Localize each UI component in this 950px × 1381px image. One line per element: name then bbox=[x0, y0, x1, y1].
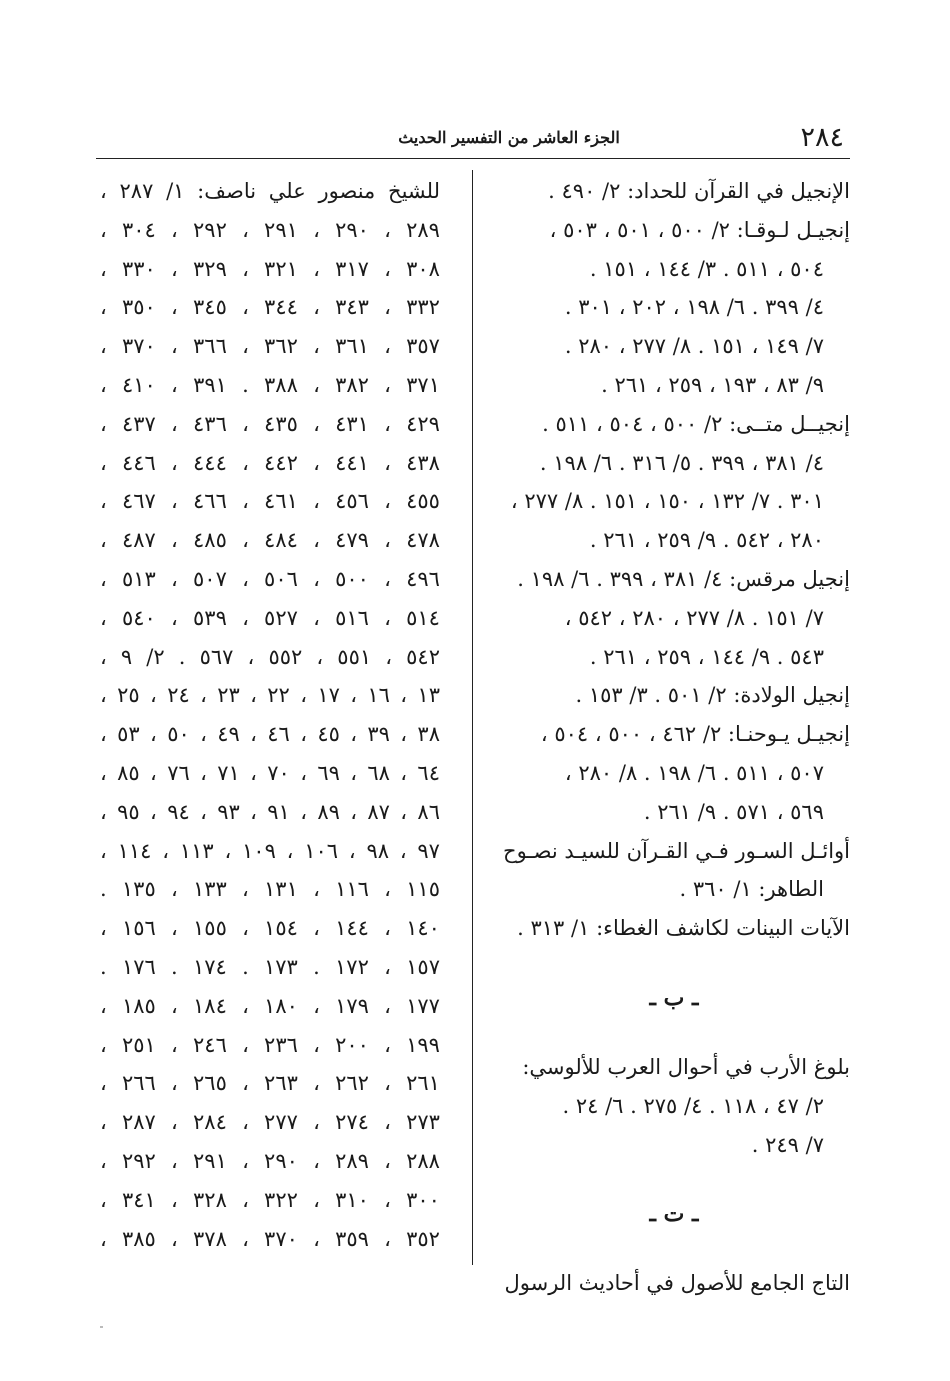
index-line: ٣٨ ، ٣٩ ، ٤٥ ، ٤٦ ، ٤٩ ، ٥٠ ، ٥٣ ، bbox=[100, 722, 440, 747]
index-line: أوائـل السـور فـي القـرآن للسيـد نصـوح bbox=[503, 838, 850, 863]
index-line: ٣٠٨ ، ٣١٧ ، ٣٢١ ، ٣٢٩ ، ٣٣٠ ، bbox=[100, 256, 440, 281]
index-line: ٤٩٦ ، ٥٠٠ ، ٥٠٦ ، ٥٠٧ ، ٥١٣ ، bbox=[100, 566, 440, 591]
column-divider bbox=[472, 170, 473, 1265]
index-line: ٤٣٨ ، ٤٤١ ، ٤٤٢ ، ٤٤٤ ، ٤٤٦ ، bbox=[100, 450, 440, 475]
index-line: ٦٤ ، ٦٨ ، ٦٩ ، ٧٠ ، ٧١ ، ٧٦ ، ٨٥ ، bbox=[100, 760, 440, 785]
index-line: ٢٦١ ، ٢٦٢ ، ٢٦٣ ، ٢٦٥ ، ٢٦٦ ، bbox=[100, 1071, 440, 1096]
index-line: ١٧٧ ، ١٧٩ ، ١٨٠ ، ١٨٤ ، ١٨٥ ، bbox=[100, 993, 440, 1018]
index-line: ٥٠٤ ، ٥١١ . ٣/ ١٤٤ ، ١٥١ . bbox=[589, 256, 824, 281]
index-column-right bbox=[498, 172, 850, 1303]
index-line: إنجيــل متــى: ٢/ ٥٠٠ ، ٥٠٤ ، ٥١١ . bbox=[542, 411, 850, 436]
index-line: ٥٠٧ ، ٥١١ . ٦/ ١٩٨ . ٨/ ٢٨٠ ، bbox=[564, 760, 824, 785]
index-line: للشيخ منصور علي ناصف: ١/ ٢٨٧ ، bbox=[100, 179, 440, 203]
spacer bbox=[498, 1164, 850, 1184]
index-line: ٢٧٣ ، ٢٧٤ ، ٢٧٧ ، ٢٨٤ ، ٢٨٧ ، bbox=[100, 1110, 440, 1135]
index-line: ٤٧٨ ، ٤٧٩ ، ٤٨٤ ، ٤٨٥ ، ٤٨٧ ، bbox=[100, 528, 440, 553]
index-line: ٧/ ١٥١ . ٨/ ٢٧٧ ، ٢٨٠ ، ٥٤٢ ، bbox=[564, 605, 824, 630]
index-line: الآيات البينات لكاشف الغطاء: ١/ ٣١٣ . bbox=[517, 916, 850, 941]
index-line: ١٥٧ ، ١٧٢ . ١٧٣ . ١٧٤ . ١٧٦ . bbox=[100, 954, 440, 979]
spacer bbox=[498, 1244, 850, 1264]
index-line: ٣٥٧ ، ٣٦١ ، ٣٦٢ ، ٣٦٦ ، ٣٧٠ ، bbox=[100, 334, 440, 359]
index-line: ٩/ ٨٣ ، ١٩٣ ، ٢٥٩ ، ٢٦١ . bbox=[601, 372, 824, 397]
index-line: ٧/ ١٤٩ ، ١٥١ . ٨/ ٢٧٧ ، ٢٨٠ . bbox=[564, 334, 824, 359]
index-line: التاج الجامع للأصول في أحاديث الرسول bbox=[504, 1271, 850, 1296]
spacer bbox=[498, 948, 850, 968]
index-line: ٥٦٩ ، ٥٧١ . ٩/ ٢٦١ . bbox=[643, 799, 824, 824]
index-line: ٧/ ٢٤٩ . bbox=[751, 1132, 824, 1157]
index-line: ٢٨٨ ، ٢٨٩ ، ٢٩٠ ، ٢٩١ ، ٢٩٢ ، bbox=[100, 1148, 440, 1173]
index-line: ٤٥٥ ، ٤٥٦ ، ٤٦١ ، ٤٦٦ ، ٤٦٧ ، bbox=[100, 489, 440, 514]
index-line: ١٣ ، ١٦ ، ١٧ ، ٢٢ ، ٢٣ ، ٢٤ ، ٢٥ ، bbox=[100, 683, 440, 708]
index-line: ٥١٤ ، ٥١٦ ، ٥٢٧ ، ٥٣٩ ، ٥٤٠ ، bbox=[100, 605, 440, 630]
index-line: ٢٨٠ ، ٥٤٢ . ٩/ ٢٥٩ ، ٢٦١ . bbox=[589, 528, 824, 553]
index-line: ٢٨٩ ، ٢٩٠ ، ٢٩١ ، ٢٩٢ ، ٣٠٤ ، bbox=[100, 217, 440, 242]
index-line: الطاهر: ١/ ٣٦٠ . bbox=[679, 877, 824, 902]
index-line: إنجيل مرقس: ٤/ ٣٨١ ، ٣٩٩ . ٦/ ١٩٨ . bbox=[517, 566, 850, 591]
index-line: ١٩٩ ، ٢٠٠ ، ٢٣٦ ، ٢٤٦ ، ٢٥١ ، bbox=[100, 1032, 440, 1057]
index-line: ٥٤٢ ، ٥٥١ ، ٥٥٢ ، ٥٦٧ . ٢/ ٩ ، bbox=[100, 644, 440, 669]
page-header bbox=[96, 118, 850, 158]
index-line: الإنجيل في القرآن للحداد: ٢/ ٤٩٠ . bbox=[548, 179, 850, 203]
spacer bbox=[498, 1028, 850, 1048]
running-title: الجزء العاشر من التفسير الحديث bbox=[398, 128, 620, 147]
index-line: ٣٣٢ ، ٣٤٣ ، ٣٤٤ ، ٣٤٥ ، ٣٥٠ ، bbox=[100, 295, 440, 320]
index-line: ٣٠٠ ، ٣١٠ ، ٣٢٢ ، ٣٢٨ ، ٣٤١ ، bbox=[100, 1187, 440, 1212]
index-line: إنجيـل لـوقـا: ٢/ ٥٠٠ ، ٥٠١ ، ٥٠٣ ، bbox=[549, 217, 850, 242]
index-line: بلوغ الأرب في أحوال العرب للألوسي: bbox=[522, 1054, 850, 1079]
section-heading: ـ ت ـ bbox=[649, 1201, 699, 1228]
page-number: ٢٨٤ bbox=[800, 122, 844, 153]
index-line: ٤/ ٣٩٩ . ٦/ ١٩٨ ، ٢٠٢ ، ٣٠١ . bbox=[564, 295, 824, 320]
index-line: ٨٦ ، ٨٧ ، ٨٩ ، ٩١ ، ٩٣ ، ٩٤ ، ٩٥ ، bbox=[100, 799, 440, 824]
index-line: ١١٥ ، ١١٦ ، ١٣١ ، ١٣٣ ، ١٣٥ . bbox=[100, 877, 440, 902]
index-line: إنجيـل يـوحنـا: ٢/ ٤٦٢ ، ٥٠٠ ، ٥٠٤ ، bbox=[540, 722, 850, 747]
index-line: ٤٢٩ ، ٤٣١ ، ٤٣٥ ، ٤٣٦ ، ٤٣٧ ، bbox=[100, 411, 440, 436]
index-line: ٥٤٣ . ٩/ ١٤٤ ، ٢٥٩ ، ٢٦١ . bbox=[589, 644, 824, 669]
index-line: ٣٥٢ ، ٣٥٩ ، ٣٧٠ ، ٣٧٨ ، ٣٨٥ ، bbox=[100, 1226, 440, 1251]
header-rule bbox=[96, 158, 850, 159]
index-line: ١٤٠ ، ١٤٤ ، ١٥٤ ، ١٥٥ ، ١٥٦ ، bbox=[100, 916, 440, 941]
scan-speck bbox=[100, 1326, 103, 1328]
index-line: إنجيل الولادة: ٢/ ٥٠١ . ٣/ ١٥٣ . bbox=[575, 683, 850, 708]
index-column-left bbox=[100, 172, 440, 1258]
section-heading: ـ ب ـ bbox=[649, 984, 699, 1011]
index-line: ٩٧ ، ٩٨ ، ١٠٦ ، ١٠٩ ، ١١٣ ، ١١٤ ، bbox=[100, 838, 440, 863]
index-line: ٤/ ٣٨١ ، ٣٩٩ . ٥/ ٣١٦ . ٦/ ١٩٨ . bbox=[539, 450, 824, 475]
index-line: ٢/ ٤٧ ، ١١٨ . ٤/ ٢٧٥ . ٦/ ٢٤ . bbox=[562, 1093, 824, 1118]
index-line: ٣٠١ . ٧/ ١٣٢ ، ١٥٠ ، ١٥١ . ٨/ ٢٧٧ ، bbox=[510, 489, 824, 514]
index-line: ٣٧١ ، ٣٨٢ ، ٣٨٨ . ٣٩١ ، ٤١٠ ، bbox=[100, 372, 440, 397]
